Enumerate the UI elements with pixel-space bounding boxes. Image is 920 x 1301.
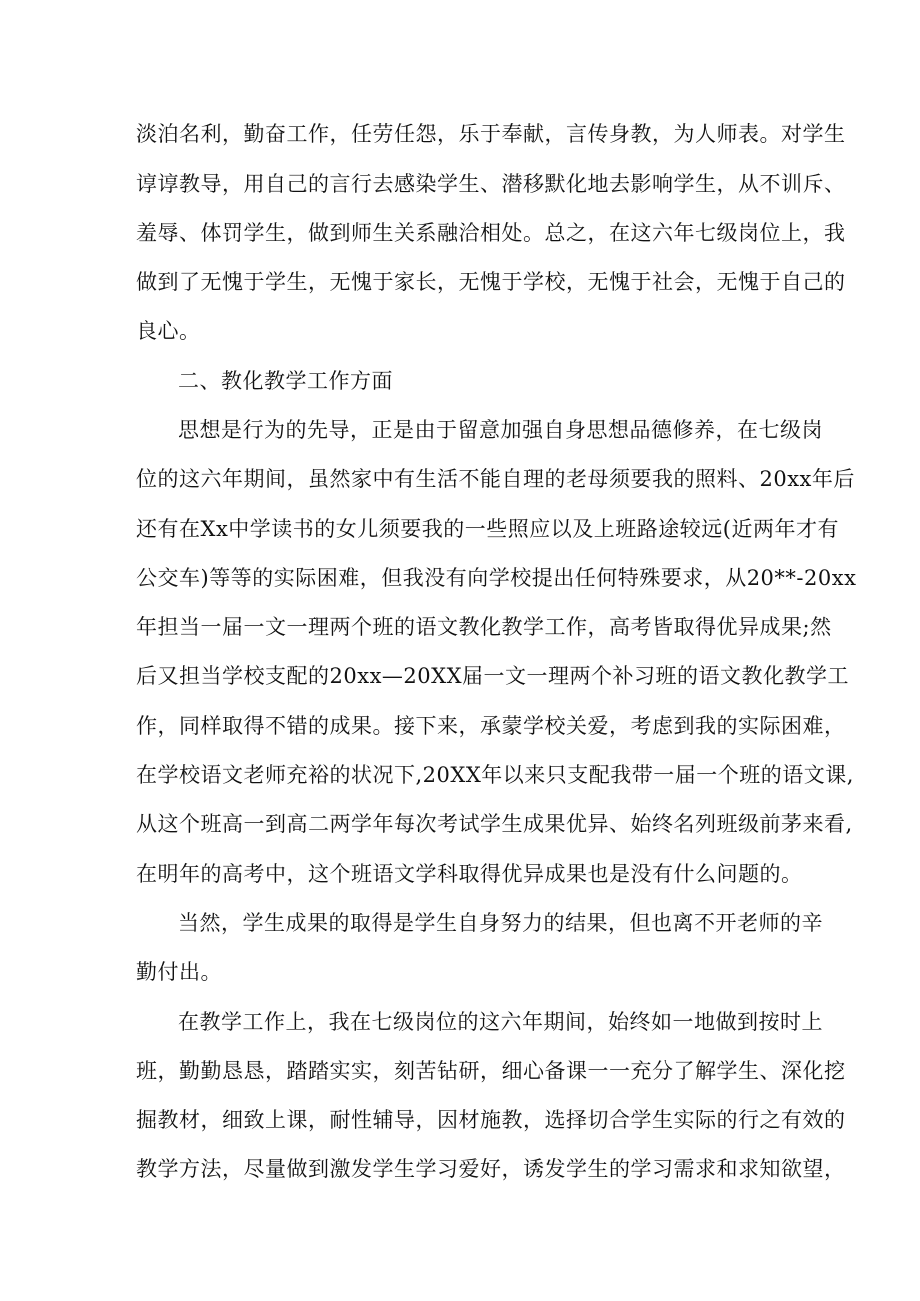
section-heading: 二、教化教学工作方面 xyxy=(178,369,393,393)
text-line: 公交车)等等的实际困难，但我没有向学校提出任何特殊要求，从20**-20xx xyxy=(136,566,857,590)
text-line: 勤付出。 xyxy=(136,960,222,984)
text-line: 在教学工作上，我在七级岗位的这六年期间，始终如一地做到按时上 xyxy=(178,1010,823,1034)
text-line: 位的这六年期间，虽然家中有生活不能自理的老母须要我的照料、20xx年后 xyxy=(136,467,855,491)
text-line: 从这个班高一到高二两学年每次考试学生成果优异、始终名列班级前茅来看, xyxy=(136,812,853,836)
text-line: 当然，学生成果的取得是学生自身努力的结果，但也离不开老师的辛 xyxy=(178,911,823,935)
text-line: 良心。 xyxy=(136,319,201,343)
text-line: 思想是行为的先导，正是由于留意加强自身思想品德修养，在七级岗 xyxy=(178,418,823,442)
text-line: 在学校语文老师充裕的状况下,20XX年以来只支配我带一届一个班的语文课, xyxy=(136,763,854,787)
text-line: 淡泊名利，勤奋工作，任劳任怨，乐于奉献，言传身教，为人师表。对学生 xyxy=(136,122,846,146)
text-line: 做到了无愧于学生，无愧于家长，无愧于学校，无愧于社会，无愧于自己的 xyxy=(136,270,846,294)
text-line: 谆谆教导，用自己的言行去感染学生、潜移默化地去影响学生，从不训斥、 xyxy=(136,172,846,196)
text-line: 在明年的高考中，这个班语文学科取得优异成果也是没有什么问题的。 xyxy=(136,862,803,886)
text-line: 掘教材，细致上课，耐性辅导，因材施教，选择切合学生实际的行之有效的 xyxy=(136,1108,846,1132)
text-line: 年担当一届一文一理两个班的语文教化教学工作，高考皆取得优异成果;然 xyxy=(136,615,832,639)
text-line: 羞辱、体罚学生，做到师生关系融洽相处。总之，在这六年七级岗位上，我 xyxy=(136,221,846,245)
text-line: 教学方法，尽量做到激发学生学习爱好，诱发学生的学习需求和求知欲望， xyxy=(136,1157,846,1181)
text-line: 后又担当学校支配的20xx—20XX届一文一理两个补习班的语文教化教学工 xyxy=(136,664,850,688)
text-line: 还有在Xx中学读书的女儿须要我的一些照应以及上班路途较远(近两年才有 xyxy=(136,517,839,541)
text-line: 作，同样取得不错的成果。接下来，承蒙学校关爱，考虑到我的实际困难， xyxy=(136,714,846,738)
text-line: 班，勤勤恳恳，踏踏实实，刻苦钻研，细心备课一一充分了解学生、深化挖 xyxy=(136,1059,846,1083)
